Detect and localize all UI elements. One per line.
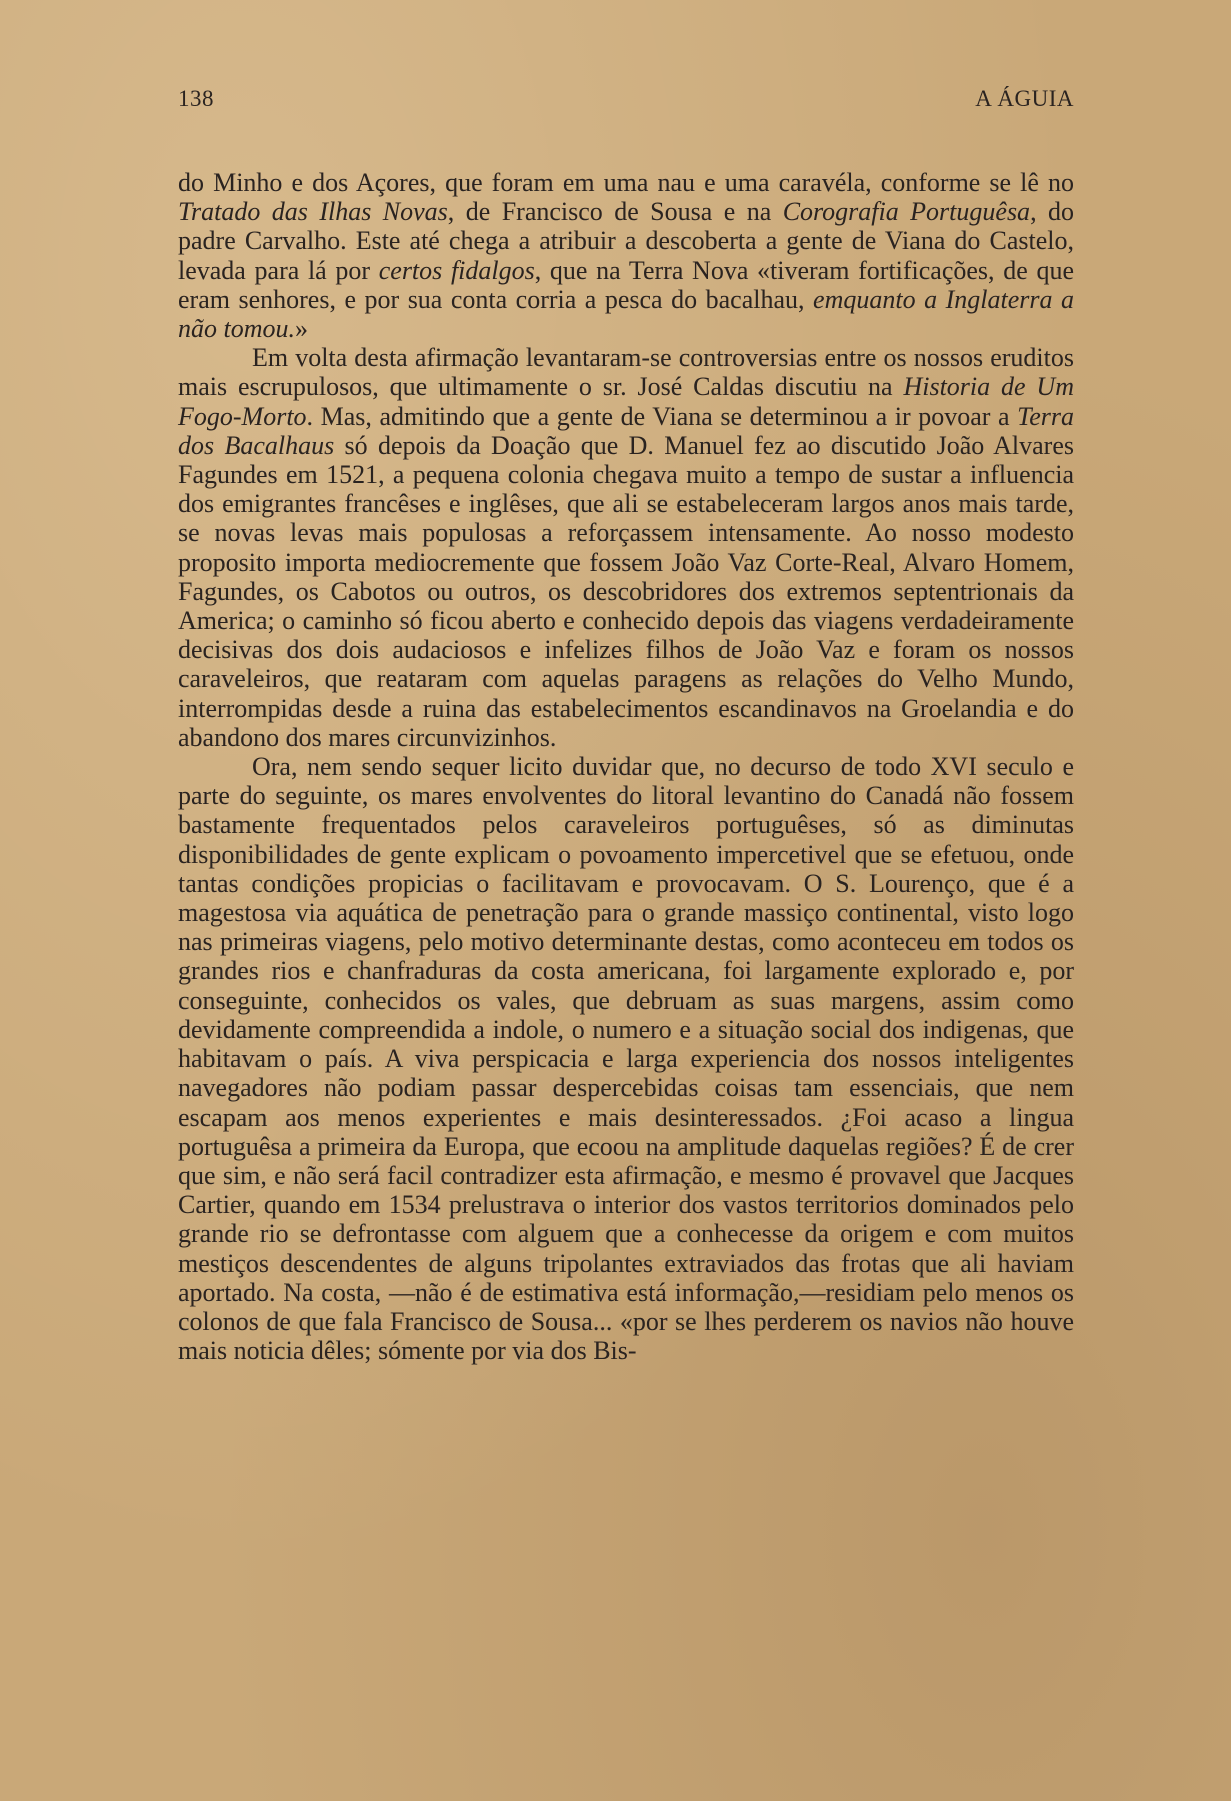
text-run: só depois da Doação que D. Manuel fez ao discutido João Alvares Fagundes em 1521, a pequena colonia chegava muito a tempo de sustar a influencia dos emigrantes francêses e inglêses, que ali se estabeleceram largos anos mais tarde, se novas levas mais populosas a reforçassem intensamente. Ao nosso modesto proposito importa mediocremente que fossem João Vaz Corte-Real, Alvaro Homem, Fagundes, os Cabotos ou outros, os descobridores dos extremos septentrionais da America; o caminho só ficou aberto e conhecido depois das viagens verdadeiramente decisivas dos dois audaciosos e infelizes filhos de João Vaz e foram os nossos caraveleiros, que reataram com aquelas paragens as relações do Velho Mundo, interrompidas desde a ruina das estabelecimentos escandinavos na Groelandia e do abandono dos mares circunvizinhos.: [178, 430, 1074, 752]
paragraph-2: [178, 343, 1074, 752]
italic-run: Historia de Um Fogo-Morto: [178, 372, 1074, 431]
italic-run: Tratado das Ilhas Novas: [178, 197, 448, 227]
text-run: Em volta desta afirmação levantaram-se controversias entre os nossos eruditos mais escrupulosos, que ultimamente o sr. José Caldas discutiu na: [178, 343, 1074, 402]
text-run: Ora, nem sendo sequer licito duvidar que, no decurso de todo XVI seculo e parte do seguinte, os mares envolventes do litoral levantino do Canadá não fossem bastamente frequentados pelos caraveleiros portuguêses, só as diminutas disponibilidades de gente explicam o povoamento impercetivel que se efetuou, onde tantas condições propicias o facilitavam e provocavam. O S. Lourenço, que é a magestosa via aquática de penetração para o grande massiço continental, visto logo nas primeiras viagens, pelo motivo determinante destas, como aconteceu em todos os grandes rios e chanfraduras da costa americana, foi largamente explorado e, por conseguinte, conhecidos os vales, que debruam as suas margens, assim como devidamente compreendida a indole, o numero e a situação social dos indigenas, que habitavam o país. A viva perspicacia e larga experiencia dos nossos inteligentes navegadores não podiam passar despercebidas coisas tam essenciais, que nem escapam aos menos experientes e mais desinteressados. ¿Foi acaso a lingua portuguêsa a primeira da Europa, que ecoou na amplitude daquelas regiões? É de crer que sim, e não será facil contradizer esta afirmação, e mesmo é provavel que Jacques Cartier, quando em 1534 prelustrava o interior dos vastos territorios dominados pelo grande rio se defrontasse com alguem que a conhecesse da origem e com muitos mestiços descendentes de alguns tripolantes extraviados das frotas que ali haviam aportado. Na costa, —não é de estimativa está informação,—residiam pelo menos os colonos de que fala Francisco de Sousa... «por se lhes perderem os navios não houve mais noticia dêles; sómente por via dos Bis-: [178, 752, 1074, 1366]
page-header: [178, 86, 1074, 120]
text-run: , de Francisco de Sousa e na: [447, 197, 783, 227]
italic-run: emquanto a Inglaterra a não tomou.: [178, 284, 1074, 344]
italic-run: Corografia Portuguêsa: [782, 197, 1031, 227]
paragraph-1: [178, 168, 1074, 343]
italic-run: certos fidalgos: [378, 255, 535, 285]
text-run: , do padre Carvalho. Este até chega a atribuir a descoberta a gente de Viana do Castelo, levada para lá por: [178, 197, 1074, 285]
body-text: [178, 168, 1074, 1365]
text-run: , que na Terra Nova «tiveram fortificações, de que eram senhores, e por sua conta corria a pesca do bacalhau,: [178, 255, 1074, 314]
page-number: 138: [178, 86, 214, 111]
paragraph-3: [178, 752, 1074, 1365]
running-title: A ÁGUIA: [975, 86, 1074, 111]
text-run: »: [295, 314, 308, 344]
italic-run: Terra dos Bacalhaus: [178, 401, 1074, 460]
text-run: . Mas, admitindo que a gente de Viana se determinou a ir povoar a: [306, 401, 1018, 431]
text-run: do Minho e dos Açores, que foram em uma nau e uma caravéla, conforme se lê no: [178, 168, 1074, 197]
